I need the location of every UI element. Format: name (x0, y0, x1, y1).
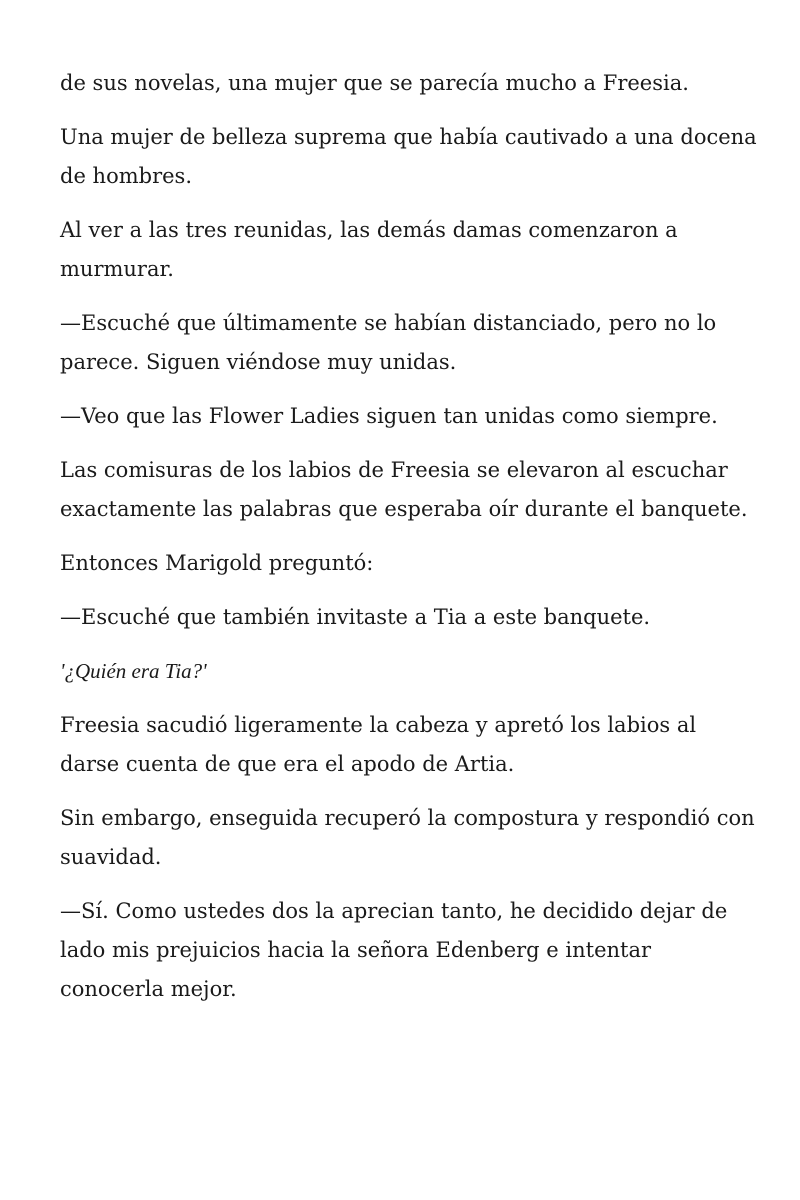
paragraph: de sus novelas, una mujer que se parecía mucho a Freesia. (60, 71, 689, 95)
paragraph: Una mujer de belleza suprema que había cautivado a una docena de hombres. (60, 125, 757, 188)
paragraph: —Sí. Como ustedes dos la aprecian tanto, he decidido dejar de lado mis prejuicios hacia la señora Edenberg e intentar conocerla mejor. (60, 899, 728, 1001)
paragraph: Freesia sacudió ligeramente la cabeza y apretó los labios al darse cuenta de que era el apodo de Artia. (60, 713, 697, 776)
paragraph: Sin embargo, enseguida recuperó la compostura y respondió con suavidad. (60, 806, 755, 869)
paragraph: —Escuché que también invitaste a Tia a este banquete. (60, 605, 651, 629)
inner-thought-paragraph: '¿Quién era Tia?' (60, 659, 207, 683)
paragraph: —Escuché que últimamente se habían distanciado, pero no lo parece. Siguen viéndose muy unidas. (60, 311, 717, 374)
paragraph: Al ver a las tres reunidas, las demás damas comenzaron a murmurar. (60, 218, 678, 281)
paragraph: Entonces Marigold preguntó: (60, 551, 374, 575)
paragraph: —Veo que las Flower Ladies siguen tan unidas como siempre. (60, 404, 718, 428)
paragraph: Las comisuras de los labios de Freesia se elevaron al escuchar exactamente las palabras que esperaba oír durante el banquete. (60, 458, 748, 521)
